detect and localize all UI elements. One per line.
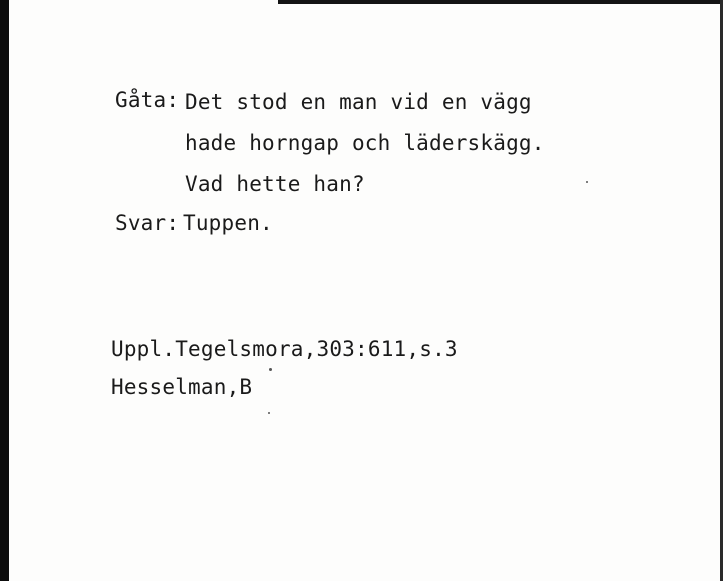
answer-text: Tuppen. <box>183 211 273 235</box>
source-reference: Uppl.Tegelsmora,303:611,s.3 <box>111 337 458 361</box>
ink-speck <box>586 181 588 183</box>
answer-label: Svar: <box>115 211 180 235</box>
ink-speck <box>269 368 272 371</box>
riddle-label: Gåta: <box>115 88 180 112</box>
recorder-name: Hesselman,B <box>111 375 253 399</box>
scan-edge-top <box>278 0 723 4</box>
riddle-line-2: hade horngap och läderskägg. <box>185 131 545 155</box>
riddle-line-1: Det stod en man vid en vägg <box>185 90 532 114</box>
ink-speck <box>268 412 270 414</box>
scan-edge-left <box>0 0 9 581</box>
riddle-line-3: Vad hette han? <box>185 172 365 196</box>
